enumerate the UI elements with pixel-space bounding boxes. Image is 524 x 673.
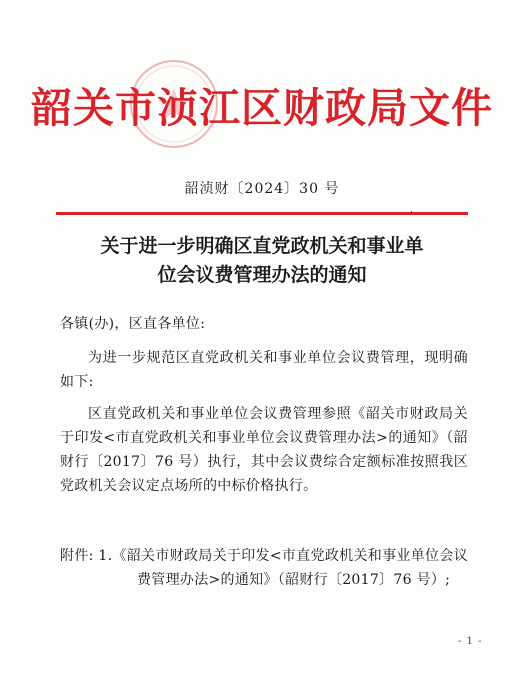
- header-divider: [56, 212, 468, 215]
- subject-line-1: 关于进一步明确区直党政机关和事业单: [100, 235, 424, 257]
- subject-line-2: 位会议费管理办法的通知: [157, 264, 367, 286]
- document-subject: [60, 232, 464, 290]
- document-header-title: 韶关市浈江区财政局文件: [31, 84, 493, 132]
- divider-mark: ,: [410, 204, 414, 215]
- body-paragraph-2: 区直党政机关和事业单位会议费管理参照《韶关市财政局关于印发<市直党政机关和事业单位会议费管理办法>的通知》（韶财行〔2017〕76 号）执行，其中会议费综合定额标准按照我区党政机关会议定点场所的中标价格执行。: [60, 406, 468, 494]
- salutation: 各镇(办)，区直各单位:: [60, 316, 206, 332]
- document-number: 韶浈财〔2024〕30 号: [184, 181, 340, 197]
- attachment-list: 附件: 1.《韶关市财政局关于印发<市直党政机关和事业单位会议费管理办法>的通知》（韶财行〔2017〕76 号）;: [60, 548, 468, 588]
- body-paragraph-1: 为进一步规范区直党政机关和事业单位会议费管理，现明确如下:: [60, 350, 468, 390]
- page-number: - 1 -: [458, 636, 483, 647]
